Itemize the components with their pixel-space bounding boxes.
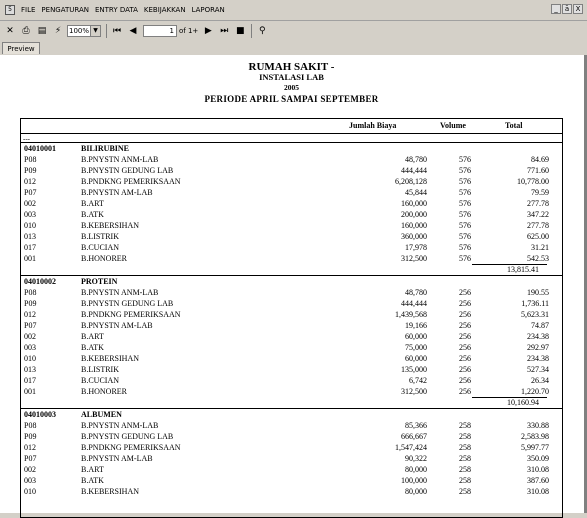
group-name: PROTEIN (81, 277, 118, 286)
total-cell: 292.97 (527, 343, 549, 352)
table-row (20, 464, 563, 475)
total-cell: 1,736.11 (521, 299, 549, 308)
zoom-value: 100% (69, 27, 90, 35)
total-cell: 310.08 (527, 487, 549, 496)
volume-cell: 256 (459, 387, 471, 396)
minimize-button[interactable]: _ (551, 4, 561, 14)
jumlah-biaya-cell: 75,000 (405, 343, 427, 352)
cost-name: B.PNYSTN AM-LAB (81, 454, 153, 463)
cost-name: B.ATK (81, 476, 104, 485)
report-year: 2005 (284, 83, 299, 92)
cost-name: B.PNYSTN AM-LAB (81, 188, 153, 197)
cost-code: 002 (24, 332, 36, 341)
cost-code: 012 (24, 177, 36, 186)
report-period: PERIODE APRIL SAMPAI SEPTEMBER (204, 94, 379, 104)
app-icon: 5 (5, 5, 15, 15)
volume-cell: 576 (459, 166, 471, 175)
cost-code: 017 (24, 243, 36, 252)
table-row (20, 209, 563, 220)
chevron-down-icon[interactable]: ▼ (90, 26, 100, 36)
total-cell: 771.60 (527, 166, 549, 175)
jumlah-biaya-cell: 666,667 (401, 432, 427, 441)
total-cell: 310.08 (527, 465, 549, 474)
total-cell: 26.34 (531, 376, 549, 385)
volume-cell: 256 (459, 299, 471, 308)
cost-code: 002 (24, 199, 36, 208)
window-controls (551, 4, 583, 14)
total-cell: 1,220.70 (521, 387, 549, 396)
total-cell: 527.34 (527, 365, 549, 374)
cost-name: B.ATK (81, 210, 104, 219)
table-row (20, 353, 563, 364)
group-header-row (20, 143, 563, 154)
cost-code: P08 (24, 288, 37, 297)
volume-cell: 258 (459, 432, 471, 441)
jumlah-biaya-cell: 200,000 (401, 210, 427, 219)
total-cell: 10,778.00 (517, 177, 549, 186)
jumlah-biaya-cell: 85,366 (405, 421, 427, 430)
jumlah-biaya-cell: 17,978 (405, 243, 427, 252)
refresh-icon[interactable]: ⚡ (54, 26, 62, 36)
header-divider (20, 133, 563, 134)
cost-code: 010 (24, 221, 36, 230)
cost-name: B.PNYSTN GEDUNG LAB (81, 299, 174, 308)
jumlah-biaya-cell: 80,000 (405, 465, 427, 474)
table-row (20, 220, 563, 231)
volume-cell: 256 (459, 321, 471, 330)
group-code: 04010001 (24, 144, 56, 153)
total-cell: 277.78 (527, 221, 549, 230)
table-row (20, 198, 563, 209)
total-cell: 5,997.77 (521, 443, 549, 452)
table-row (20, 309, 563, 320)
group-header-row (20, 409, 563, 420)
table-row (20, 242, 563, 253)
table-row (20, 187, 563, 198)
volume-cell: 256 (459, 288, 471, 297)
table-row (20, 231, 563, 242)
total-cell: 330.88 (527, 421, 549, 430)
report-subtitle: INSTALASI LAB (259, 72, 324, 82)
table-row (20, 154, 563, 165)
jumlah-biaya-cell: 48,780 (405, 155, 427, 164)
next-page-icon[interactable]: ▶ (204, 26, 212, 36)
volume-cell: 256 (459, 310, 471, 319)
cost-code: P09 (24, 166, 37, 175)
volume-cell: 576 (459, 221, 471, 230)
jumlah-biaya-cell: 444,444 (401, 166, 427, 175)
jumlah-biaya-cell: 6,208,128 (395, 177, 427, 186)
cost-code: 010 (24, 354, 36, 363)
total-cell: 234.38 (527, 354, 549, 363)
total-cell: 347.22 (527, 210, 549, 219)
table-row (20, 298, 563, 309)
jumlah-biaya-cell: 1,439,568 (395, 310, 427, 319)
page-count-label: of 1+ (179, 27, 199, 35)
cost-name: B.KEBERSIHAN (81, 487, 140, 496)
group-header-row (20, 276, 563, 287)
table-row (20, 287, 563, 298)
total-cell: 277.78 (527, 199, 549, 208)
cost-name: B.PNDKNG PEMERIKSAAN (81, 177, 181, 186)
cost-name: B.PNDKNG PEMERIKSAAN (81, 310, 181, 319)
cost-code: P07 (24, 321, 37, 330)
cost-code: P09 (24, 432, 37, 441)
search-binoculars-icon[interactable]: ⚲ (259, 26, 266, 36)
cost-code: 003 (24, 476, 36, 485)
cost-name: B.LISTRIK (81, 232, 119, 241)
volume-cell: 576 (459, 188, 471, 197)
total-cell: 234.38 (527, 332, 549, 341)
jumlah-biaya-cell: 312,500 (401, 387, 427, 396)
jumlah-biaya-cell: 60,000 (405, 354, 427, 363)
total-cell: 350.09 (527, 454, 549, 463)
cost-code: 003 (24, 210, 36, 219)
volume-cell: 256 (459, 343, 471, 352)
report-viewport[interactable] (0, 55, 587, 513)
volume-cell: 576 (459, 177, 471, 186)
cost-code: P07 (24, 454, 37, 463)
volume-cell: 258 (459, 421, 471, 430)
volume-cell: 256 (459, 376, 471, 385)
jumlah-biaya-cell: 360,000 (401, 232, 427, 241)
total-cell: 190.55 (527, 288, 549, 297)
menu-kebijakkan[interactable]: KEBIJAKKAN (143, 6, 186, 14)
cost-name: B.PNYSTN ANM-LAB (81, 421, 159, 430)
cost-name: B.PNYSTN GEDUNG LAB (81, 432, 174, 441)
total-cell: 84.69 (531, 155, 549, 164)
jumlah-biaya-cell: 60,000 (405, 332, 427, 341)
volume-cell: 258 (459, 487, 471, 496)
cost-name: B.PNYSTN ANM-LAB (81, 288, 159, 297)
previous-page-icon[interactable]: ◀ (129, 26, 137, 36)
table-row (20, 475, 563, 486)
cost-code: 013 (24, 232, 36, 241)
export-icon[interactable]: ▤ (37, 26, 47, 36)
cost-code: 012 (24, 443, 36, 452)
table-row (20, 320, 563, 331)
report-title: RUMAH SAKIT - (248, 61, 335, 73)
table-row (20, 375, 563, 386)
cost-code: 013 (24, 365, 36, 374)
table-row (20, 453, 563, 464)
group-code: 04010003 (24, 410, 56, 419)
close-preview-icon[interactable]: ✕ (6, 26, 14, 36)
group-subtotal: 10,160.94 (507, 398, 539, 407)
cost-name: B.KEBERSIHAN (81, 221, 140, 230)
table-row (20, 431, 563, 442)
volume-cell: 576 (459, 243, 471, 252)
jumlah-biaya-cell: 1,547,424 (395, 443, 427, 452)
jumlah-biaya-cell: 135,000 (401, 365, 427, 374)
menu-laporan[interactable]: LAPORAN (191, 6, 225, 14)
menu-file[interactable]: FILE (21, 6, 36, 14)
menu-pengaturan[interactable]: PENGATURAN (41, 6, 89, 14)
cost-code: 012 (24, 310, 36, 319)
cost-name: B.ART (81, 199, 104, 208)
total-cell: 387.60 (527, 476, 549, 485)
menu-entry-data[interactable]: ENTRY DATA (94, 6, 138, 14)
table-row (20, 364, 563, 375)
close-button[interactable]: X (573, 4, 583, 14)
volume-cell: 256 (459, 365, 471, 374)
volume-cell: 258 (459, 443, 471, 452)
table-row (20, 253, 563, 264)
group-name: BILIRUBINE (81, 144, 130, 153)
table-row (20, 331, 563, 342)
volume-cell: 256 (459, 354, 471, 363)
jumlah-biaya-cell: 100,000 (401, 476, 427, 485)
jumlah-biaya-cell: 312,500 (401, 254, 427, 263)
zoom-select[interactable] (67, 25, 101, 37)
header-volume: Volume (440, 121, 466, 130)
volume-cell: 256 (459, 332, 471, 341)
group-name: ALBUMEN (81, 410, 122, 419)
cost-name: B.PNYSTN ANM-LAB (81, 155, 159, 164)
cost-name: B.CUCIAN (81, 243, 120, 252)
jumlah-biaya-cell: 80,000 (405, 487, 427, 496)
table-row (20, 442, 563, 453)
table-row (20, 486, 563, 497)
toolbar-separator (251, 24, 252, 38)
group-code: 04010002 (24, 277, 56, 286)
cost-name: B.HONORER (81, 254, 128, 263)
jumlah-biaya-cell: 160,000 (401, 199, 427, 208)
volume-cell: 576 (459, 232, 471, 241)
jumlah-biaya-cell: 48,780 (405, 288, 427, 297)
cost-name: B.ART (81, 332, 104, 341)
volume-cell: 258 (459, 454, 471, 463)
cost-code: P09 (24, 299, 37, 308)
print-icon[interactable]: ⎙ (22, 26, 30, 36)
cost-code: 010 (24, 487, 36, 496)
toolbar-separator (106, 24, 107, 38)
total-cell: 2,583.98 (521, 432, 549, 441)
tab-preview[interactable]: Preview (2, 42, 40, 54)
volume-cell: 576 (459, 199, 471, 208)
table-row (20, 342, 563, 353)
jumlah-biaya-cell: 444,444 (401, 299, 427, 308)
jumlah-biaya-cell: 45,844 (405, 188, 427, 197)
cost-name: B.PNYSTN GEDUNG LAB (81, 166, 174, 175)
total-cell: 542.53 (527, 254, 549, 263)
tab-bar (0, 42, 587, 54)
table-row (20, 176, 563, 187)
cost-name: B.ATK (81, 343, 104, 352)
cost-code: P08 (24, 155, 37, 164)
stop-icon[interactable]: ■ (236, 26, 245, 36)
cost-name: B.PNDKNG PEMERIKSAAN (81, 443, 181, 452)
table-row (20, 420, 563, 431)
toolbar (0, 21, 587, 41)
menu-bar (0, 0, 587, 21)
cost-code: 001 (24, 254, 36, 263)
report-page (0, 55, 583, 513)
total-cell: 5,623.31 (521, 310, 549, 319)
cost-name: B.ART (81, 465, 104, 474)
header-total: Total (505, 121, 523, 130)
first-page-icon[interactable]: ⏮ (112, 26, 122, 36)
volume-cell: 576 (459, 210, 471, 219)
total-cell: 625.00 (527, 232, 549, 241)
volume-cell: 576 (459, 254, 471, 263)
group-subtotal: 13,815.41 (507, 265, 539, 274)
volume-cell: 576 (459, 155, 471, 164)
cost-code: P07 (24, 188, 37, 197)
jumlah-biaya-cell: 19,166 (405, 321, 427, 330)
volume-cell: 258 (459, 465, 471, 474)
header-jumlah-biaya: Jumlah Biaya (349, 121, 397, 130)
table-row (20, 386, 563, 397)
total-cell: 31.21 (531, 243, 549, 252)
cost-name: B.LISTRIK (81, 365, 119, 374)
restore-button[interactable]: ā (562, 4, 572, 14)
jumlah-biaya-cell: 90,322 (405, 454, 427, 463)
cost-code: P08 (24, 421, 37, 430)
cost-name: B.CUCIAN (81, 376, 120, 385)
cost-code: 001 (24, 387, 36, 396)
separator-text: --- (23, 135, 30, 143)
total-cell: 79.59 (531, 188, 549, 197)
cost-code: 002 (24, 465, 36, 474)
total-cell: 74.87 (531, 321, 549, 330)
cost-name: B.HONORER (81, 387, 128, 396)
jumlah-biaya-cell: 160,000 (401, 221, 427, 230)
last-page-icon[interactable]: ⏭ (220, 26, 229, 36)
table-row (20, 165, 563, 176)
cost-name: B.PNYSTN AM-LAB (81, 321, 153, 330)
cost-name: B.KEBERSIHAN (81, 354, 140, 363)
jumlah-biaya-cell: 6,742 (409, 376, 427, 385)
volume-cell: 258 (459, 476, 471, 485)
page-input[interactable]: 1 (143, 25, 177, 37)
cost-code: 003 (24, 343, 36, 352)
cost-code: 017 (24, 376, 36, 385)
